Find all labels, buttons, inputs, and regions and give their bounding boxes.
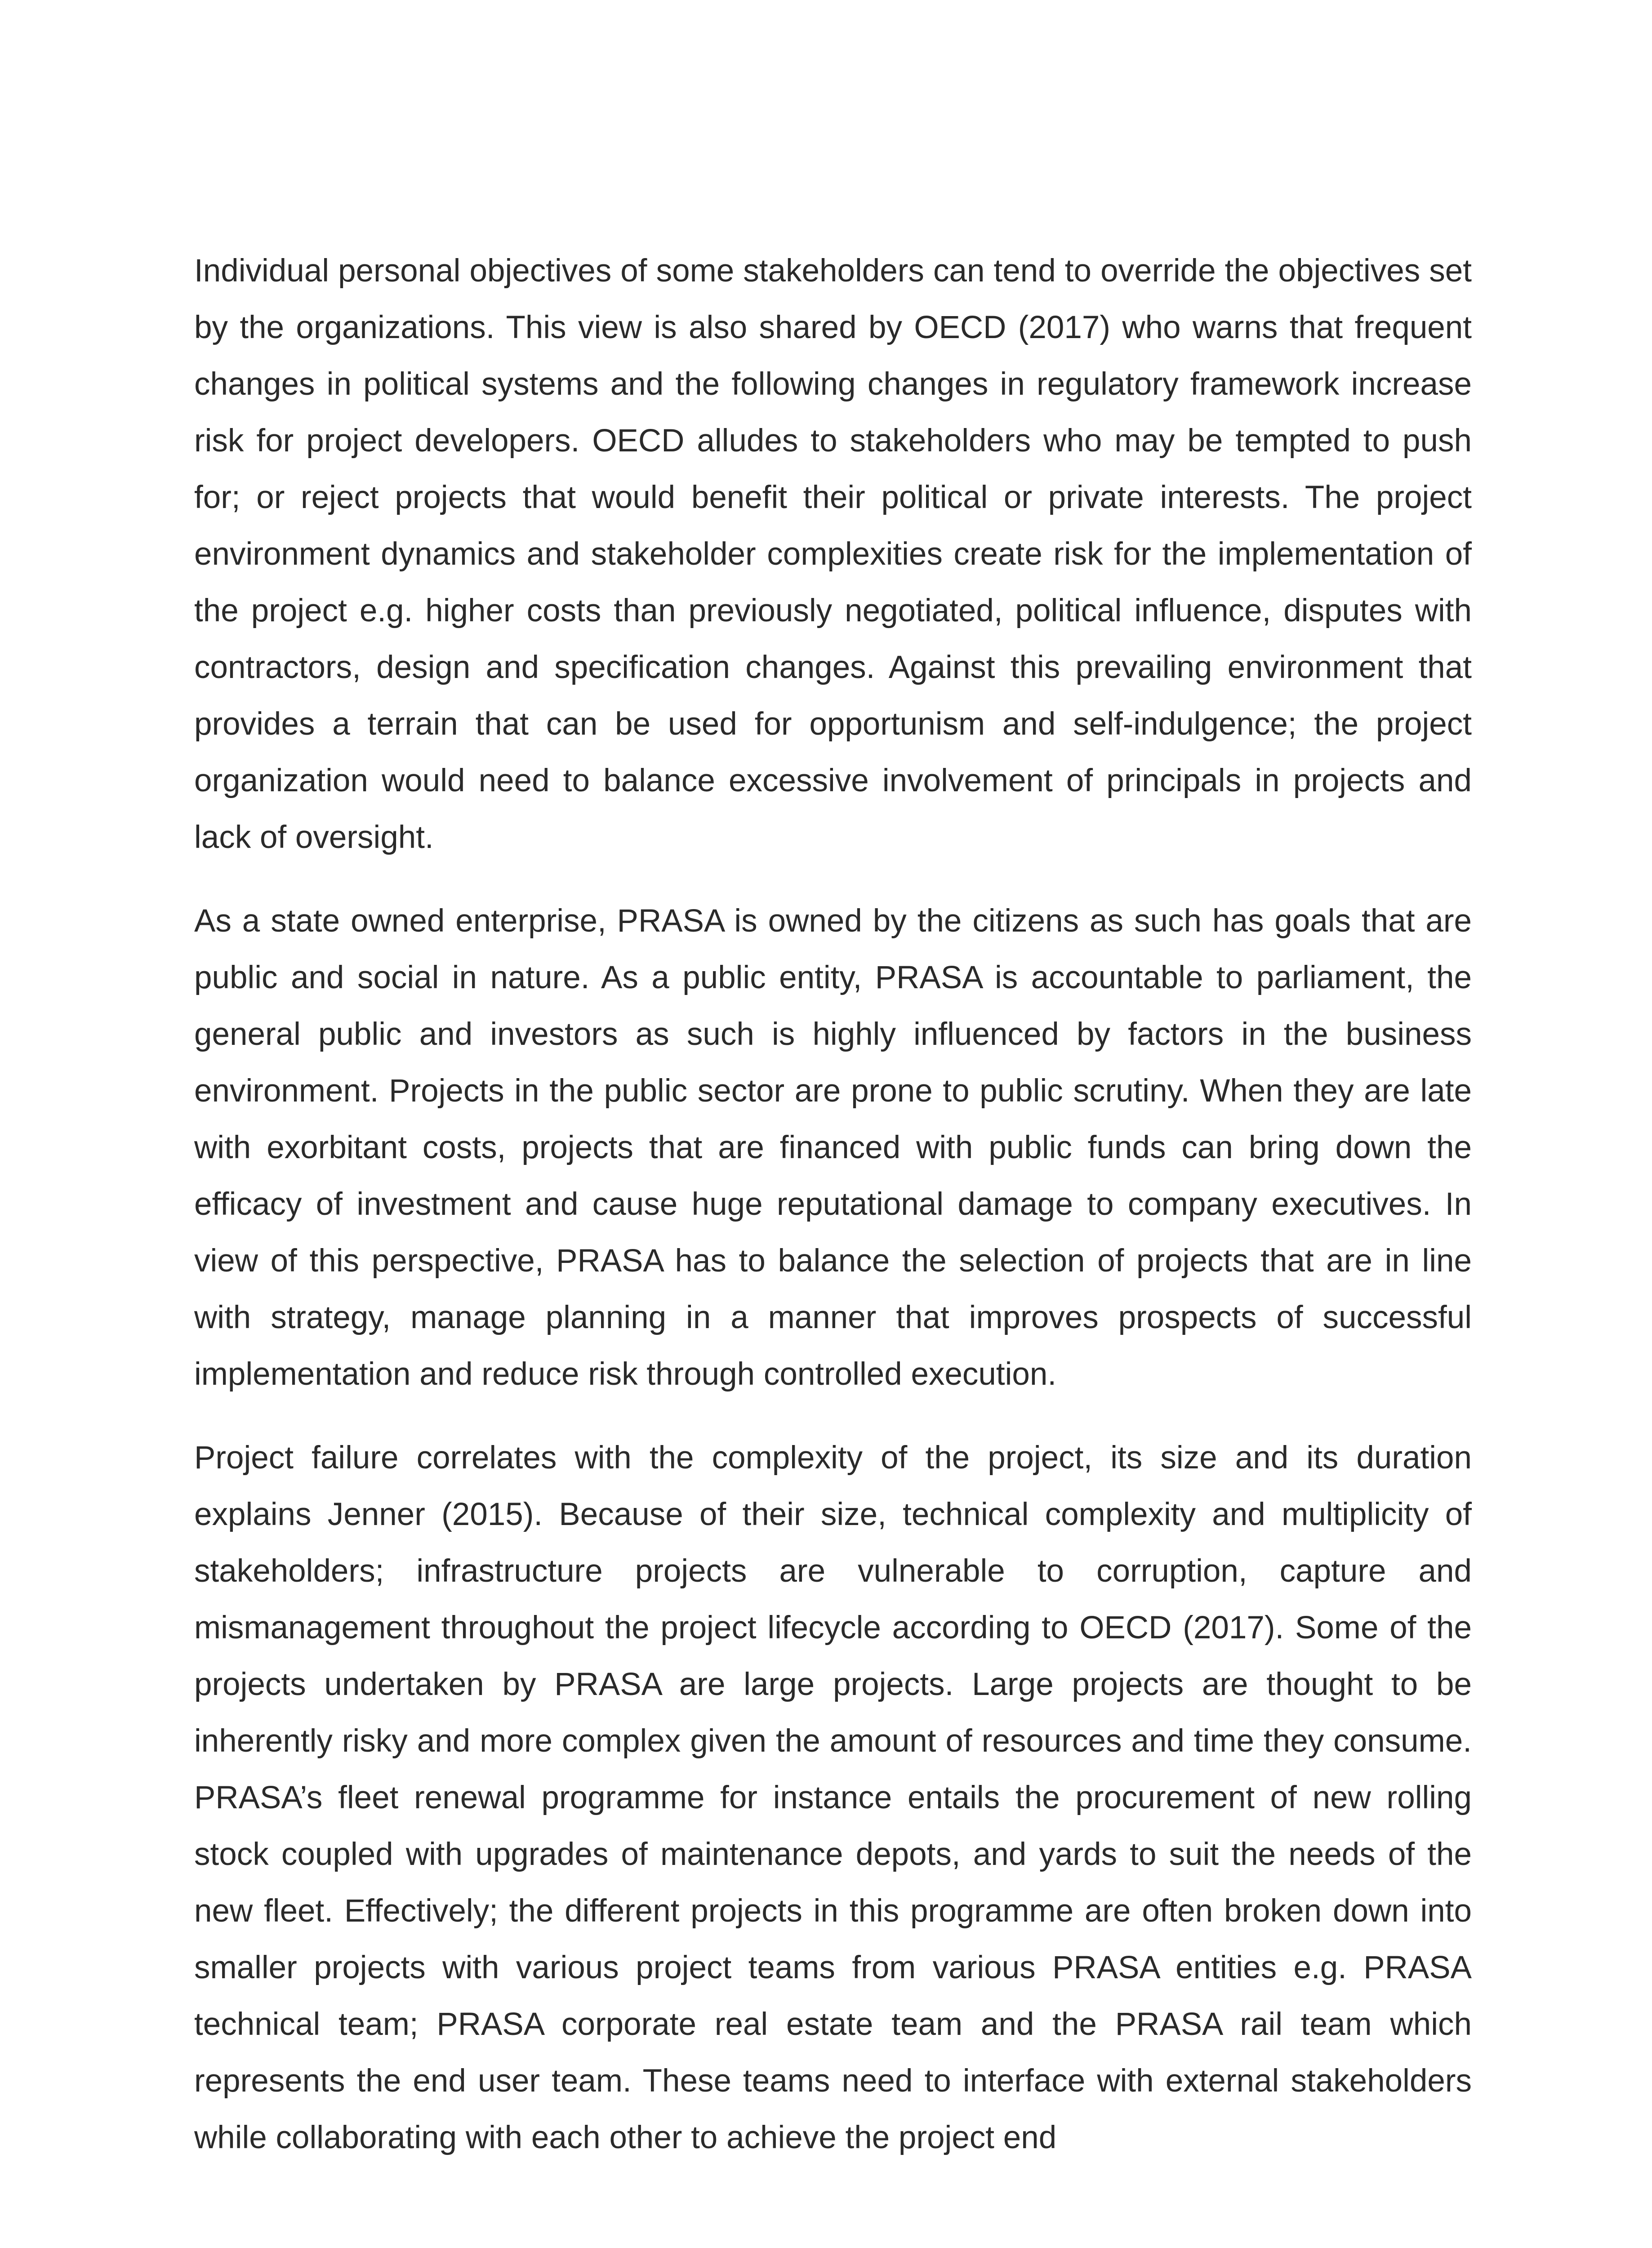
paragraph-1: Individual personal objectives of some stakeholders can tend to override the objectives set by the organizations. This view is also shared by OECD (2017) who warns that frequent changes in political systems and the following changes in regulatory framework increase risk for project developers. OECD alludes to stakeholders who may be tempted to push for; or reject projects that would benefit their political or private interests. The project environment dynamics and stakeholder complexities create risk for the implementation of the project e.g. higher costs than previously negotiated, political influence, disputes with contractors, design and specification changes. Against this prevailing environment that provides a terrain that can be used for opportunism and self-indulgence; the project organization would need to balance excessive involvement of principals in projects and lack of oversight. [194, 253, 1472, 855]
paragraph-3: Project failure correlates with the complexity of the project, its size and its duration explains Jenner (2015). Because of their size, technical complexity and multiplicity of stakeholders; infrastructure projects are vulnerable to corruption, capture and mismanagement throughout the project lifecycle according to OECD (2017). Some of the projects undertaken by PRASA are large projects. Large projects are thought to be inherently risky and more complex given the amount of resources and time they consume. PRASA’s fleet renewal programme for instance entails the procurement of new rolling stock coupled with upgrades of maintenance depots, and yards to suit the needs of the new fleet. Effectively; the different projects in this programme are often broken down into smaller projects with various project teams from various PRASA entities e.g. PRASA technical team; PRASA corporate real estate team and the PRASA rail team which represents the end user team. These teams need to interface with external stakeholders while collaborating with each other to achieve the project end [194, 1440, 1472, 2155]
body-text [194, 243, 1472, 2193]
paragraph-2: As a state owned enterprise, PRASA is owned by the citizens as such has goals that are public and social in nature. As a public entity, PRASA is accountable to parliament, the general public and investors as such is highly influenced by factors in the business environment. Projects in the public sector are prone to public scrutiny. When they are late with exorbitant costs, projects that are financed with public funds can bring down the efficacy of investment and cause huge reputational damage to company executives. In view of this perspective, PRASA has to balance the selection of projects that are in line with strategy, manage planning in a manner that improves prospects of successful implementation and reduce risk through controlled execution. [194, 903, 1472, 1392]
